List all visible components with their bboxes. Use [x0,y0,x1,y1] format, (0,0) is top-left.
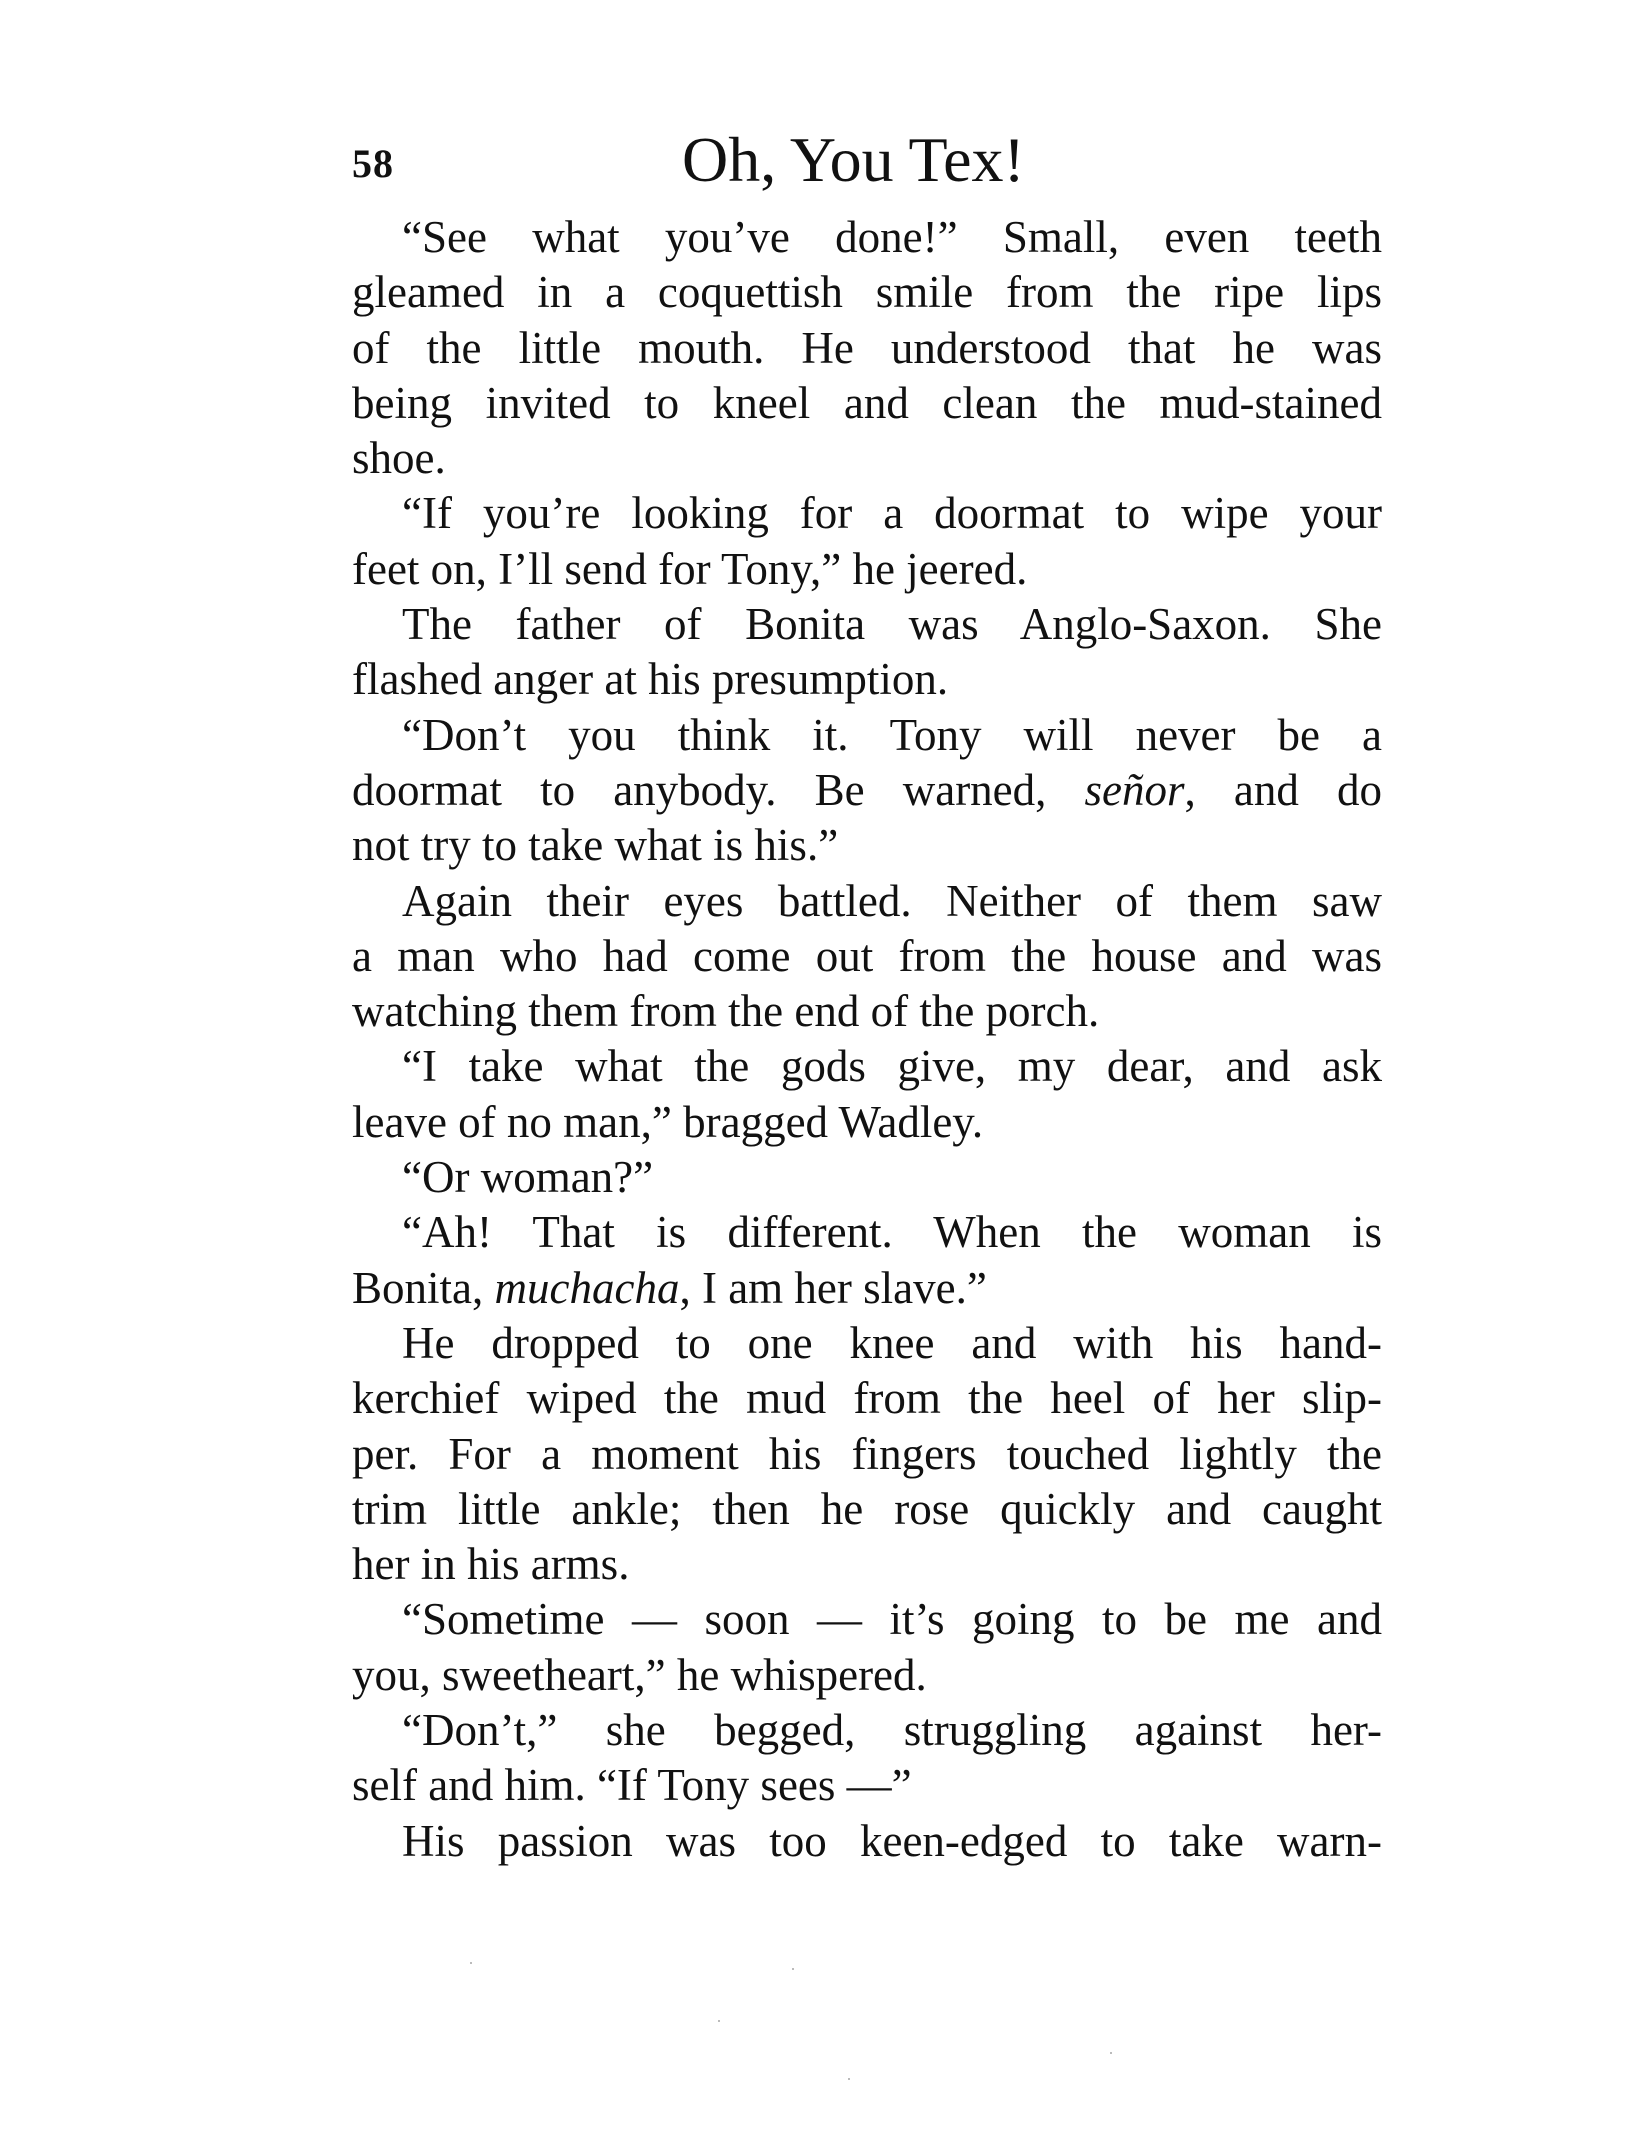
text-line: His passion was too keen-edged to take warn- [402,1815,1382,1866]
text-line: “I take what the gods give, my dear, and ask [402,1041,1382,1092]
italic-word: muchacha [494,1262,680,1313]
scan-speck [792,1968,794,1970]
text-line: “If you’re looking for a doormat to wipe your [402,488,1382,539]
text-line: “Don’t,” she begged, struggling against her- [402,1705,1382,1756]
text-line: being invited to kneel and clean the mud-stained [352,377,1382,428]
text-line: self and him. “If Tony sees —” [352,1760,912,1811]
text-line: of the little mouth. He understood that he was [352,322,1382,373]
scan-speck [1110,2052,1112,2054]
text-line: trim little ankle; then he rose quickly and caught [352,1483,1382,1534]
text-line: feet on, I’ll send for Tony,” he jeered. [352,543,1028,594]
text-line: “Don’t you think it. Tony will never be a [402,709,1382,760]
text-line: her in his arms. [352,1539,630,1590]
text-line: per. For a moment his fingers touched lightly the [352,1428,1382,1479]
text-line: doormat to anybody. Be warned, señor, and do [352,764,1382,815]
scan-speck [718,2020,720,2022]
text-line: The father of Bonita was Anglo-Saxon. She [402,599,1382,650]
text-line: “See what you’ve done!” Small, even teeth [402,212,1382,262]
italic-word: señor [1084,764,1185,815]
text-line: He dropped to one knee and with his hand- [402,1317,1382,1368]
text-line: Again their eyes battled. Neither of them saw [402,875,1382,926]
text-line: Bonita, muchacha, I am her slave.” [352,1262,987,1313]
page-number: 58 [352,141,394,186]
text-line: flashed anger at his presumption. [352,654,949,705]
text-line: you, sweetheart,” he whispered. [352,1649,927,1700]
text-line: watching them from the end of the porch. [352,986,1100,1037]
text-line: leave of no man,” bragged Wadley. [352,1096,984,1147]
text-line: “Ah! That is different. When the woman is [402,1207,1382,1258]
scan-speck [470,1962,472,1964]
text-line: “Sometime — soon — it’s going to be me and [402,1594,1382,1645]
page-header [352,120,1382,210]
text-line: not try to take what is his.” [352,820,839,871]
body-text [352,210,1382,1869]
text-line: a man who had come out from the house and was [352,930,1382,981]
text-line: gleamed in a coquettish smile from the ripe lips [352,267,1382,318]
text-line: shoe. [352,433,446,484]
scan-speck [848,2078,850,2080]
text-line: “Or woman?” [402,1152,654,1203]
text-line: kerchief wiped the mud from the heel of her slip- [352,1373,1382,1424]
running-title: Oh, You Tex! [682,124,1025,195]
